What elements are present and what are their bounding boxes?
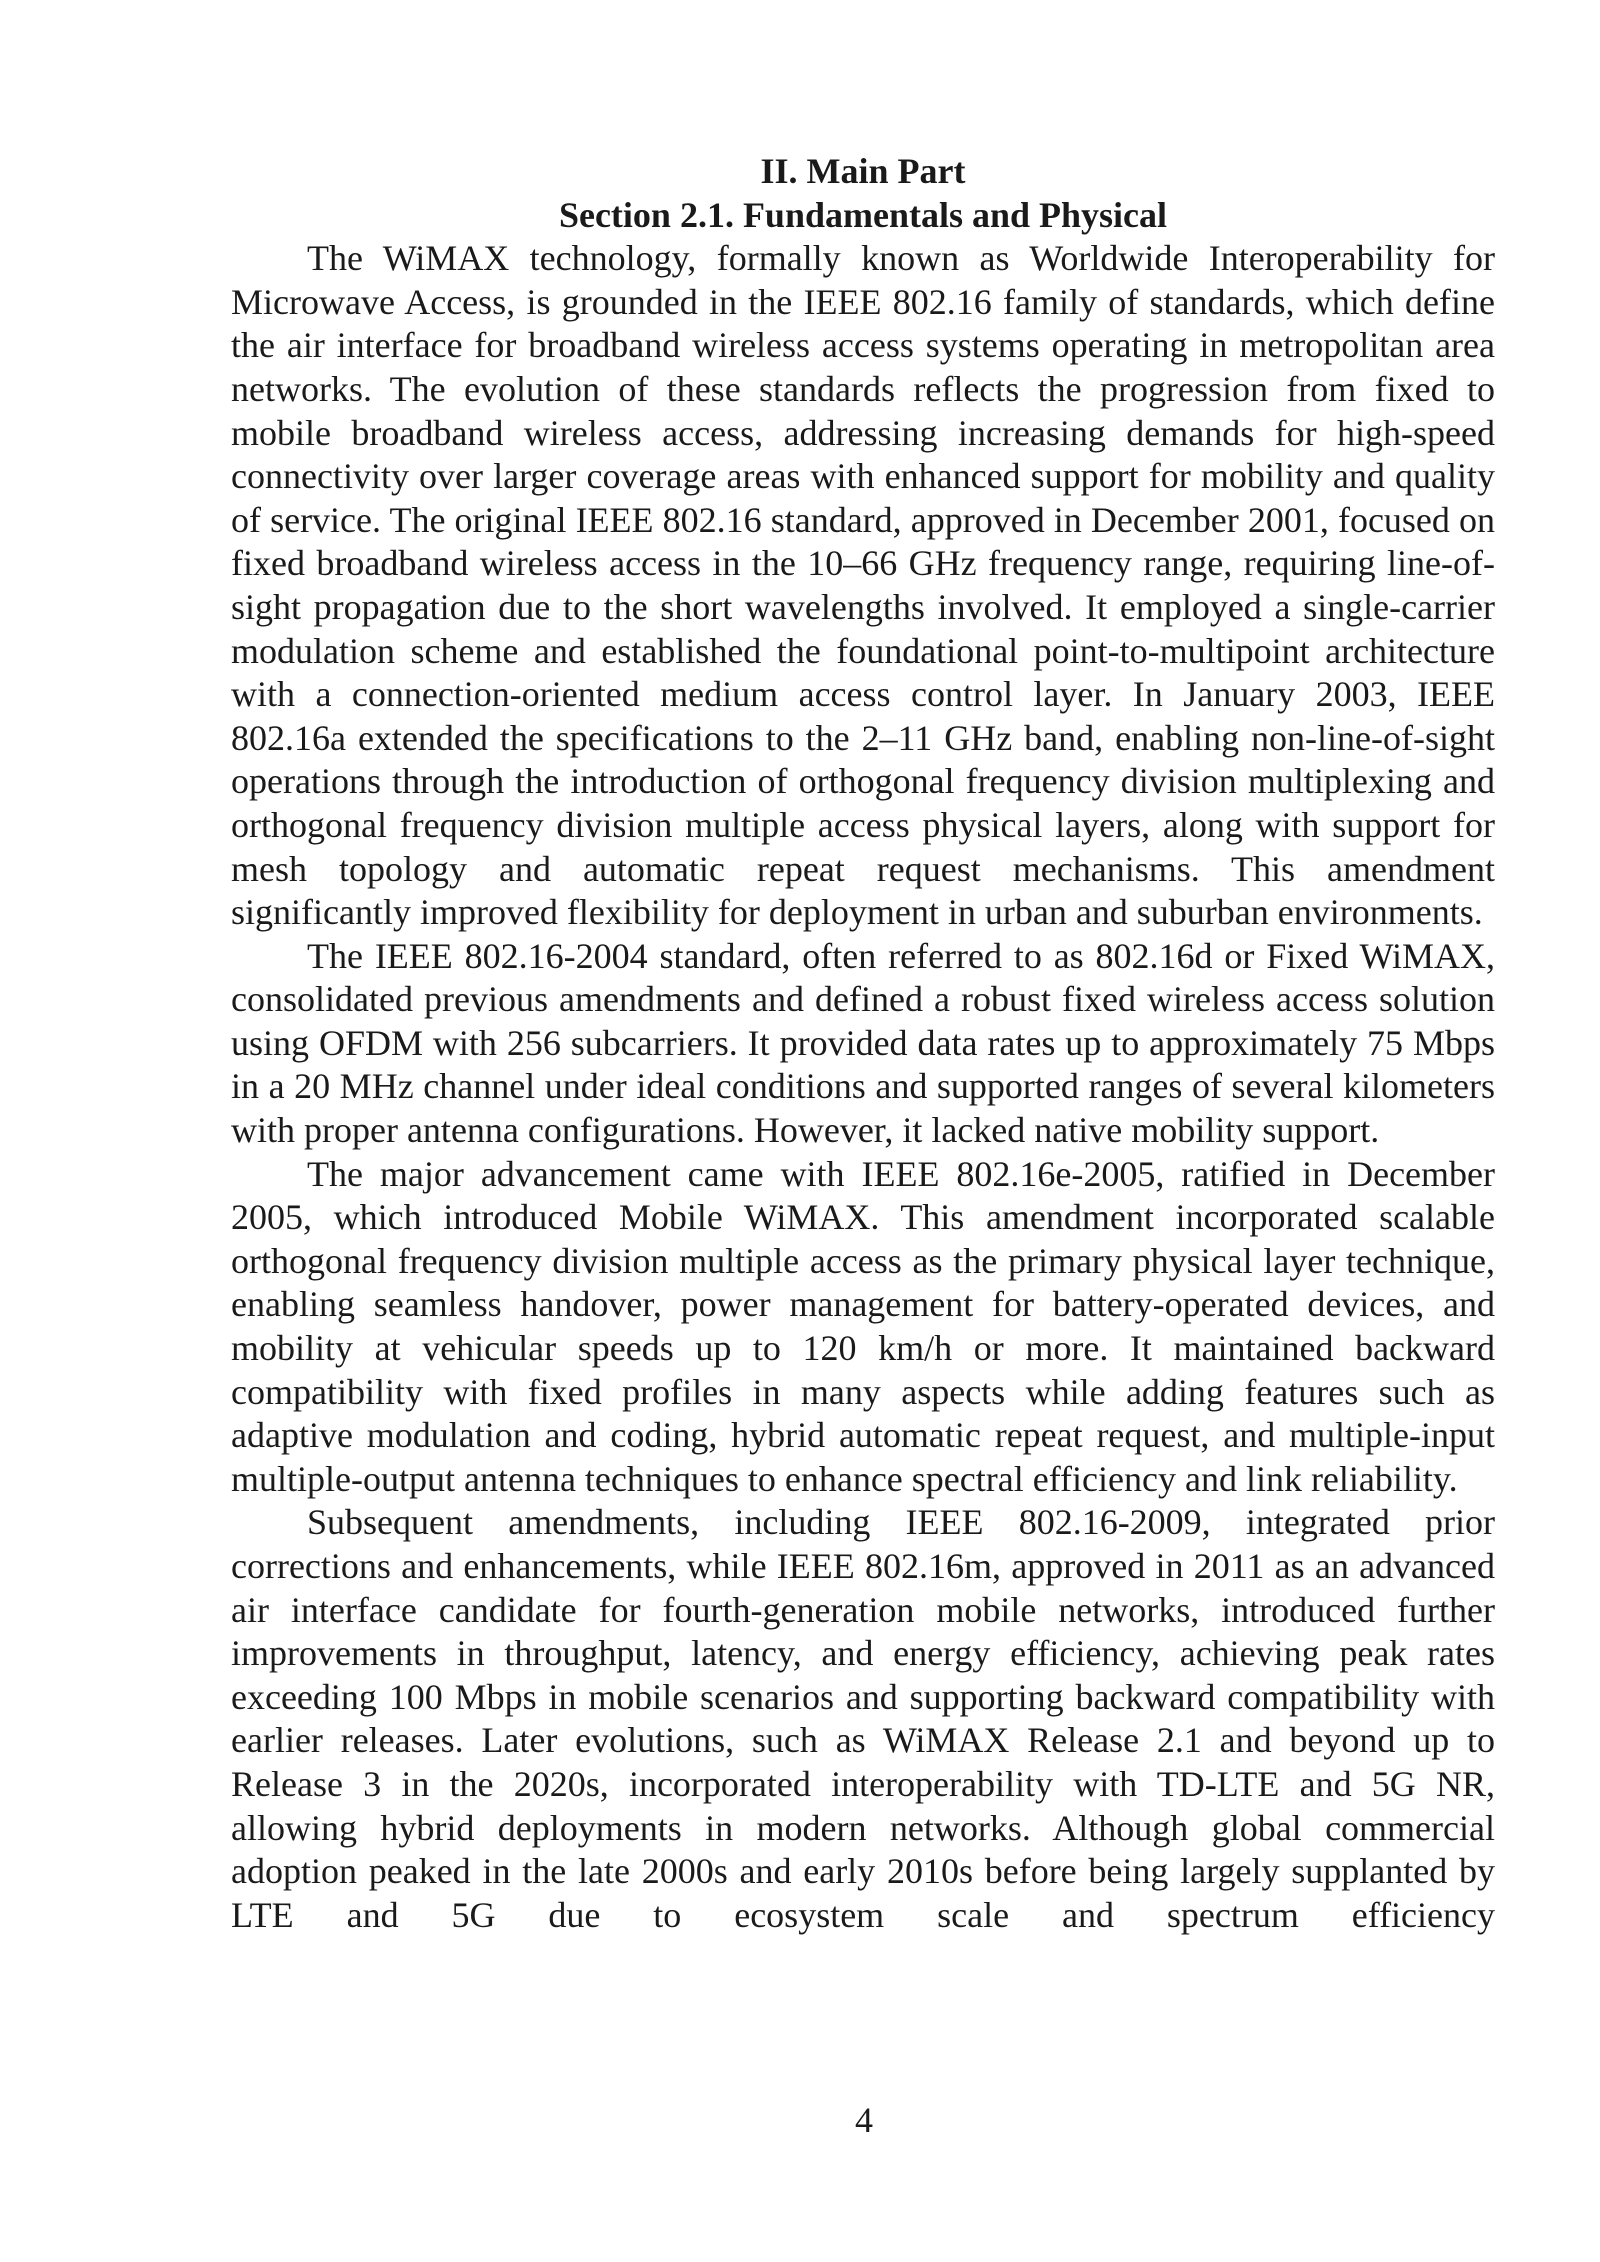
section-heading: Section 2.1. Fundamentals and Physical <box>558 194 1168 235</box>
part-heading: II. Main Part <box>760 151 966 191</box>
page-content <box>231 150 1495 1937</box>
paragraph-3: The major advancement came with IEEE 802.16e-2005, ratified in December 2005, which introduced Mobile WiMAX. This amendment incorporated scalable orthogonal frequency division multiple access as the primary physical layer technique, enabling seamless handover, power management for battery-operated devices, and mobility at vehicular speeds up to 120 km/h or more. It maintained backward compatibility with fixed profiles in many aspects while adding features such as adaptive modulation and coding, hybrid automatic repeat request, and multiple-input multiple-output antenna techniques to enhance spectral efficiency and link reliability. <box>231 1153 1495 1499</box>
paragraph-1: The WiMAX technology, formally known as Worldwide Interoperability for Microwave Access, is grounded in the IEEE 802.16 family of standards, which define the air interface for broadband wireless access systems operating in metropolitan area networks. The evolution of these standards reflects the progression from fixed to mobile broadband wireless access, addressing increasing demands for high-speed connectivity over larger coverage areas with enhanced support for mobility and quality of service. The original IEEE 802.16 standard, approved in December 2001, focused on fixed broadband wireless access in the 10–66 GHz frequency range, requiring line-of-sight propagation due to the short wavelengths involved. It employed a single-carrier modulation scheme and established the foundational point-to-multipoint architecture with a connection-oriented medium access control layer. In January 2003, IEEE 802.16a extended the specifications to the 2–11 GHz band, enabling non-line-of-sight operations through the introduction of orthogonal frequency division multiplexing and orthogonal frequency division multiple access physical layers, along with support for mesh topology and automatic repeat request mechanisms. This amendment significantly improved flexibility for deployment in urban and suburban environments. <box>231 238 1495 933</box>
paragraph-4: Subsequent amendments, including IEEE 802.16-2009, integrated prior corrections and enhancements, while IEEE 802.16m, approved in 2011 as an advanced air interface candidate for fourth-generation mobile networks, introduced further improvements in throughput, latency, and energy efficiency, achieving peak rates exceeding 100 Mbps in mobile scenarios and supporting backward compatibility with earlier releases. Later evolutions, such as WiMAX Release 2.1 and beyond up to Release 3 in the 2020s, incorporated interoperability with TD-LTE and 5G NR, allowing hybrid deployments in modern networks. Although global commercial adoption peaked in the late 2000s and early 2010s before being largely supplanted by LTE and 5G due to ecosystem scale and spectrum efficiency <box>231 1502 1495 1935</box>
paragraph-2: The IEEE 802.16-2004 standard, often referred to as 802.16d or Fixed WiMAX, consolidated previous amendments and defined a robust fixed wireless access solution using OFDM with 256 subcarriers. It provided data rates up to approximately 75 Mbps in a 20 MHz channel under ideal conditions and supported ranges of several kilometers with proper antenna configurations. However, it lacked native mobility support. <box>231 935 1495 1151</box>
page-number: 4 <box>855 2100 873 2140</box>
